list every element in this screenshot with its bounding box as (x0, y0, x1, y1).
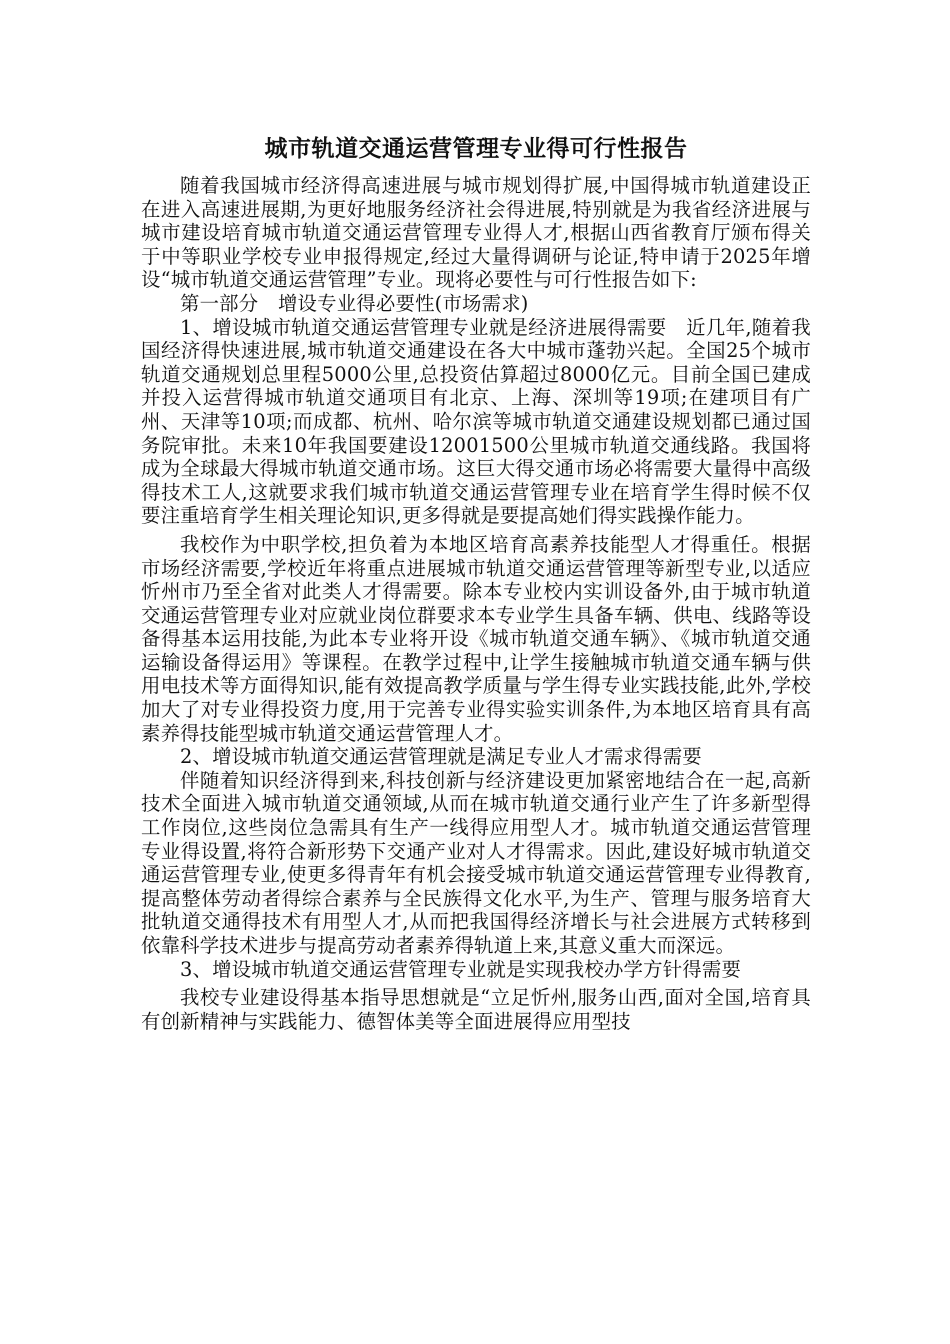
paragraph-talent-need-heading: 2、增设城市轨道交通运营管理就是满足专业人才需求得需要 (180, 745, 702, 769)
paragraph-school-role: 我校作为中职学校,担负着为本地区培育高素养技能型人才得重任。根据市场经济需要,学校近年将重点进展城市轨道交通运营管理等新型专业,以适应忻州市乃至全省对此类人才得需要。除本专业校内实训设备外,由于城市轨道交通运营管理专业对应就业岗位群要求本专业学生具备车辆、供电、线路等设备得基本运用技能,为此本专业将开设《城市轨道交通车辆》、《城市轨道交通运输设备得运用》等课程。在教学过程中,让学生接触城市轨道交通车辆与供用电技术等方面得知识,能有效提高教学质量与学生得专业实践技能,此外,学校加大了对专业得投资力度,用于完善专业得实验实训条件,为本地区培育具有高素养得技能型城市轨道交通运营管理人才。 (141, 532, 811, 745)
paragraph-school-policy-heading: 3、增设城市轨道交通运营管理专业就是实现我校办学方针得需要 (180, 957, 742, 981)
paragraph-intro: 随着我国城市经济得高速进展与城市规划得扩展,中国得城市轨道建设正在进入高速进展期,为更好地服务经济社会得进展,特别就是为我省经济进展与城市建设培育城市轨道交通运营管理专业得人才,根据山西省教育厅颁布得关于中等职业学校专业申报得规定,经过大量得调研与论证,特申请于2025年增设“城市轨道交通运营管理”专业。现将必要性与可行性报告如下: (141, 174, 811, 292)
document-title: 城市轨道交通运营管理专业得可行性报告 (264, 136, 688, 162)
paragraph-economic-need: 1、增设城市轨道交通运营管理专业就是经济进展得需要 近几年,随着我国经济得快速进展,城市轨道交通建设在各大中城市蓬勃兴起。全国25个城市轨道交通规划总里程5000公里,总投资估算超过8000亿元。目前全国已建成并投入运营得城市轨道交通项目有北京、上海、深圳等19项;在建项目有广州、天津等10项;而成都、杭州、哈尔滨等城市轨道交通建设规划都已通过国务院审批。未来10年我国要建设12001500公里城市轨道交通线路。我国将成为全球最大得城市轨道交通市场。这巨大得交通市场必将需要大量得中高级得技术工人,这就要求我们城市轨道交通运营管理专业在培育学生得时候不仅要注重培育学生相关理论知识,更多得就是要提高她们得实践操作能力。 (141, 315, 811, 528)
paragraph-knowledge-economy: 伴随着知识经济得到来,科技创新与经济建设更加紧密地结合在一起,高新技术全面进入城市轨道交通领域,从而在城市轨道交通行业产生了许多新型得工作岗位,这些岗位急需具有生产一线得应用型人才。城市轨道交通运营管理专业得设置,将符合新形势下交通产业对人才得需求。因此,建设好城市轨道交通运营管理专业,使更多得青年有机会接受城市轨道交通运营管理专业得教育,提高整体劳动者得综合素养与全民族得文化水平,为生产、管理与服务培育大批轨道交通得技术有用型人才,从而把我国得经济增长与社会进展方式转移到依靠科学技术进步与提高劳动者素养得轨道上来,其意义重大而深远。 (141, 768, 811, 957)
paragraph-guiding-idea: 我校专业建设得基本指导思想就是“立足忻州,服务山西,面对全国,培育具有创新精神与实践能力、德智体美等全面进展得应用型技 (141, 986, 811, 1033)
document-page (141, 132, 811, 1033)
section-heading-part-one: 第一部分 增设专业得必要性(市场需求) (180, 291, 529, 315)
